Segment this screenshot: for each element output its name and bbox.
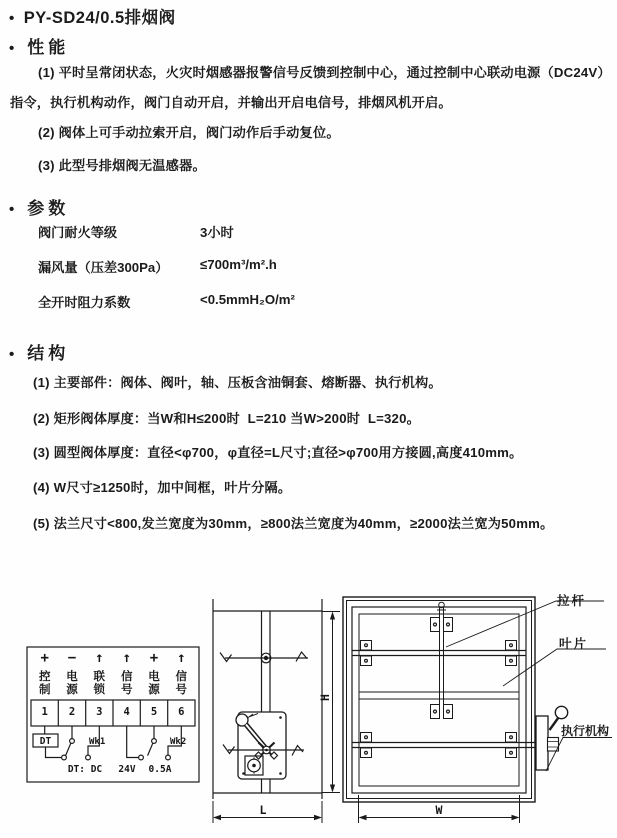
terminal-number: 3	[96, 706, 103, 718]
performance-heading-row	[9, 33, 69, 58]
terminal-label: 控制	[38, 671, 51, 696]
terminal-number: 5	[150, 706, 158, 718]
title-row	[9, 4, 176, 28]
terminal-symbol: +	[40, 650, 49, 666]
voltage-note: 24V	[118, 763, 136, 775]
dt-relay-label: DT	[39, 735, 52, 747]
terminal-label: 信号	[120, 671, 133, 696]
blade-label: 叶片	[559, 637, 589, 651]
wk1-switch-label: Wk1	[89, 736, 106, 747]
structure-heading-row	[9, 339, 69, 364]
terminal-label: 电源	[66, 671, 78, 696]
terminal-number: 6	[178, 706, 185, 718]
bullet-icon: •	[9, 201, 19, 218]
param-value: 3小时	[200, 225, 234, 240]
parameters-heading-row	[9, 194, 69, 219]
dt-dc-note: DT: DC	[67, 763, 103, 775]
terminal-symbol: −	[67, 650, 77, 666]
wk2-switch-label: Wk2	[170, 736, 187, 747]
pull-rod-label: 拉杆	[557, 594, 587, 608]
bullet-icon: •	[9, 10, 15, 27]
terminal-number: 2	[68, 706, 76, 718]
param-value: ≤700m³/m².h	[200, 257, 277, 272]
param-label: 漏风量（压差300Pa）	[38, 260, 169, 275]
structure-item: (3) 圆型阀体厚度：直径<φ700，φ直径=L尺寸;直径>φ700用方接圆,高度410mm。	[33, 445, 523, 460]
performance-line: (1) 平时呈常闭状态，火灾时烟感器报警信号反馈到控制中心，通过控制中心联动电源（DC24V）	[38, 65, 611, 80]
dimension-w: W	[435, 803, 443, 817]
performance-line: (3) 此型号排烟阀无温感器。	[38, 158, 206, 173]
performance-line: (2) 阀体上可手动拉索开启，阀门动作后手动复位。	[38, 125, 340, 140]
terminal-number: 4	[123, 706, 130, 718]
bullet-icon: •	[9, 346, 19, 363]
terminal-label: 电源	[148, 671, 160, 696]
param-label: 全开时阻力系数	[38, 295, 131, 310]
structure-item: (1) 主要部件：阀体、阀叶，轴、压板含油铜套、熔断器、执行机构。	[33, 375, 442, 390]
dimension-l: L	[259, 803, 267, 817]
terminal-label: 联锁	[93, 671, 106, 696]
terminal-label: 信号	[175, 671, 188, 696]
side-view	[213, 599, 340, 823]
terminal-symbol: ↑	[95, 650, 104, 666]
parameters-heading: 参数	[27, 199, 70, 218]
structure-heading: 结构	[27, 344, 70, 363]
structure-item: (5) 法兰尺寸<800,发兰宽度为30mm，≥800法兰宽度为40mm，≥2000法兰宽为50mm。	[33, 516, 554, 531]
structure-item: (4) W尺寸≥1250时，加中间框，叶片分隔。	[33, 480, 292, 495]
front-view	[343, 597, 612, 823]
param-label: 阀门耐火等级	[38, 225, 118, 240]
dimension-h: H	[318, 694, 332, 701]
bullet-icon: •	[9, 40, 19, 57]
terminal-symbol: ↑	[177, 650, 186, 666]
performance-line: 指令，执行机构动作，阀门自动开启，并输出开启电信号，排烟风机开启。	[10, 95, 452, 110]
structure-item: (2) 矩形阀体厚度：当W和H≤200时 L=210 当W>200时 L=320。	[33, 411, 421, 426]
actuator-label: 执行机构	[561, 724, 610, 738]
terminal-number: 1	[41, 706, 48, 718]
current-note: 0.5A	[148, 763, 172, 775]
param-value: <0.5mmH₂O/m²	[200, 292, 295, 307]
performance-heading: 性能	[27, 38, 70, 57]
page-title: PY-SD24/0.5排烟阀	[23, 9, 176, 27]
terminal-symbol: +	[149, 650, 159, 666]
terminal-symbol: ↑	[122, 650, 131, 666]
